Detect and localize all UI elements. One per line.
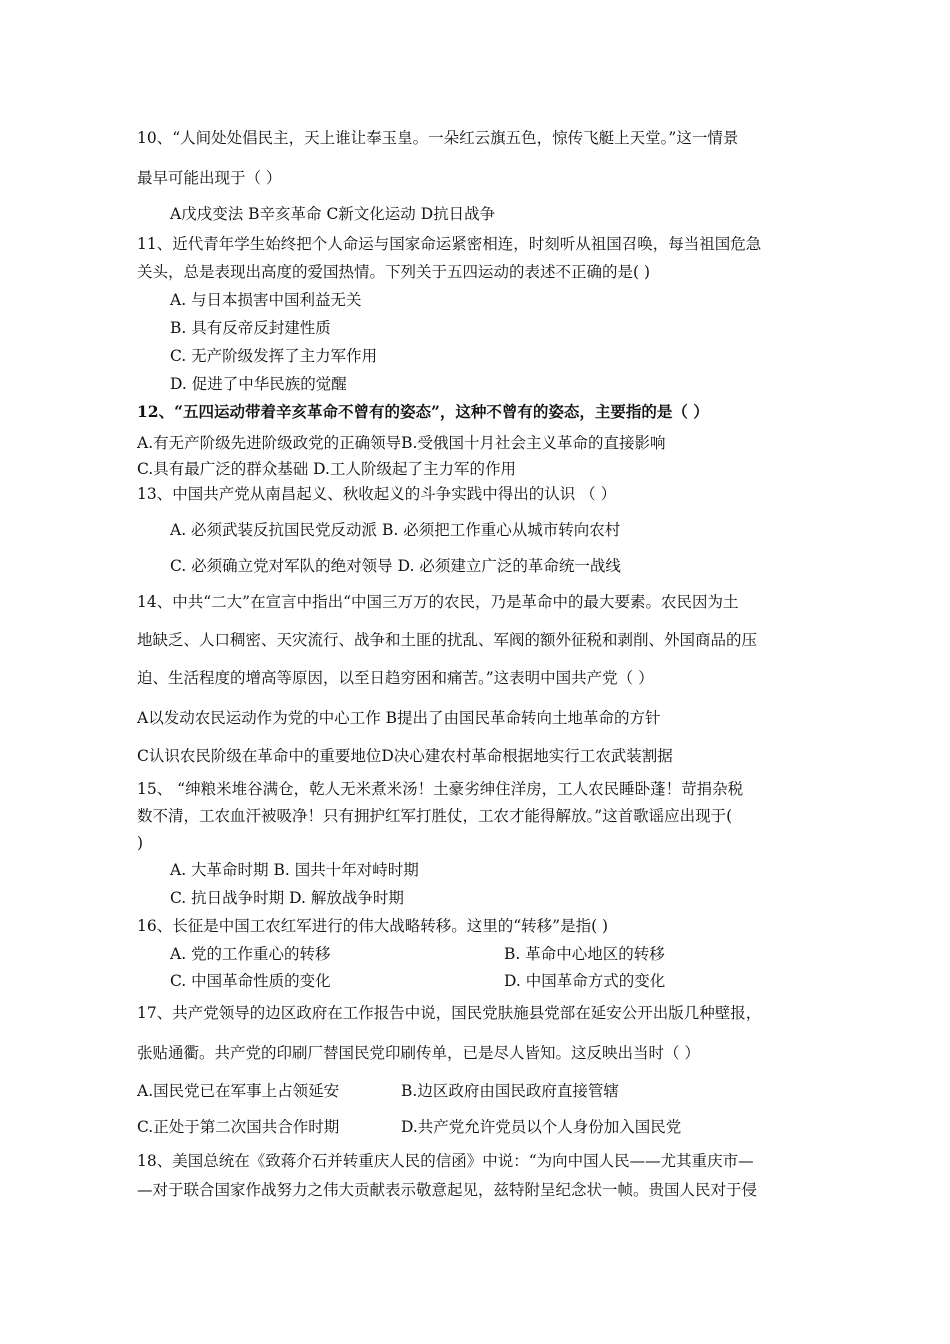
question-11-option-c: C. 无产阶级发挥了主力军作用 <box>170 347 378 365</box>
question-16-option-c: C. 中国革命性质的变化 <box>170 972 331 990</box>
question-18-stem: 18、美国总统在《致蒋介石并转重庆人民的信函》中说：“为向中国人民——尤其重庆市— <box>137 1152 754 1170</box>
question-11-option-a: A. 与日本损害中国利益无关 <box>170 291 362 309</box>
question-11-stem: 11、近代青年学生始终把个人命运与国家命运紧密相连，时刻听从祖国召唤，每当祖国危急 <box>137 235 762 253</box>
question-10-options: A戊戌变法 B辛亥革命 C新文化运动 D抗日战争 <box>170 205 496 223</box>
question-17-options-cd <box>137 1117 682 1137</box>
question-10-stem-cont: 最早可能出现于（ ） <box>137 169 282 187</box>
question-15-stem-end: ) <box>137 834 144 852</box>
question-15-options-ab: A. 大革命时期 B. 国共十年对峙时期 <box>170 861 419 879</box>
question-15-stem: 15、 “绅粮米堆谷满仓，乾人无米煮米汤！土豪劣绅住洋房，工人农民睡卧蓬！苛捐杂税 <box>137 780 744 798</box>
question-17-option-b: B.边区政府由国民政府直接管辖 <box>401 1082 619 1100</box>
question-17-option-a: A.国民党已在军事上占领延安 <box>137 1082 340 1100</box>
question-11-stem-cont: 关头，总是表现出高度的爱国热情。下列关于五四运动的表述不正确的是( ) <box>137 263 651 281</box>
question-13-options-ab: A. 必须武装反抗国民党反动派 B. 必须把工作重心从城市转向农村 <box>170 521 621 539</box>
question-16-stem: 16、长征是中国工农红军进行的伟大战略转移。这里的“转移”是指( ) <box>137 917 609 935</box>
question-14-options-ab: A以发动农民运动作为党的中心工作 B提出了由国民革命转向土地革命的方针 <box>137 709 661 727</box>
question-15-stem-cont: 数不清，工农血汗被吸净！只有拥护红军打胜仗，工农才能得解放。”这首歌谣应出现于( <box>137 807 733 825</box>
question-12-options-ab: A.有无产阶级先进阶级政党的正确领导B.受俄国十月社会主义革命的直接影响 <box>137 434 666 452</box>
question-17-stem-cont: 张贴通衢。共产党的印刷厂替国民党印刷传单，已是尽人皆知。这反映出当时（ ） <box>137 1044 700 1062</box>
question-11-option-d: D. 促进了中华民族的觉醒 <box>170 375 347 393</box>
question-14-stem: 14、中共“二大”在宣言中指出“中国三万万的农民，乃是革命中的最大要素。农民因为土 <box>137 593 739 611</box>
question-14-stem-cont-1: 地缺乏、人口稠密、天灾流行、战争和土匪的扰乱、军阀的额外征税和剥削、外国商品的压 <box>137 631 758 649</box>
question-12-options-cd: C.具有最广泛的群众基础 D.工人阶级起了主力军的作用 <box>137 460 516 478</box>
question-14-options-cd: C认识农民阶级在革命中的重要地位D决心建农村革命根据地实行工农武装割据 <box>137 747 673 765</box>
question-16-options-ab <box>170 944 665 964</box>
question-18-stem-cont: —对于联合国家作战努力之伟大贡献表示敬意起见，兹特附呈纪念状一帧。贵国人民对于侵 <box>137 1181 758 1199</box>
question-16-option-a: A. 党的工作重心的转移 <box>170 945 331 963</box>
question-17-option-d: D.共产党允许党员以个人身份加入国民党 <box>401 1118 682 1136</box>
question-13-stem: 13、中国共产党从南昌起义、秋收起义的斗争实践中得出的认识 （ ） <box>137 485 617 503</box>
question-16-option-b: B. 革命中心地区的转移 <box>504 945 665 963</box>
question-17-stem: 17、共产党领导的边区政府在工作报告中说，国民党肤施县党部在延安公开出版几种壁报， <box>137 1004 762 1022</box>
question-13-options-cd: C. 必须确立党对军队的绝对领导 D. 必须建立广泛的革命统一战线 <box>170 557 621 575</box>
question-17-option-c: C.正处于第二次国共合作时期 <box>137 1118 340 1136</box>
question-10-stem: 10、“人间处处倡民主，天上谁让奉玉皇。一朵红云旗五色，惊传飞艇上天堂。”这一情景 <box>137 129 739 147</box>
question-15-options-cd: C. 抗日战争时期 D. 解放战争时期 <box>170 889 404 907</box>
question-14-stem-cont-2: 迫、生活程度的增高等原因，以至日趋穷困和痛苦。”这表明中国共产党（ ） <box>137 669 654 687</box>
question-16-option-d: D. 中国革命方式的变化 <box>504 972 666 990</box>
question-17-options-ab <box>137 1081 619 1101</box>
question-12-stem: 12、“五四运动带着辛亥革命不曾有的姿态”，这种不曾有的姿态，主要指的是（ ） <box>137 402 709 421</box>
question-16-options-cd <box>170 971 666 991</box>
question-11-option-b: B. 具有反帝反封建性质 <box>170 319 331 337</box>
